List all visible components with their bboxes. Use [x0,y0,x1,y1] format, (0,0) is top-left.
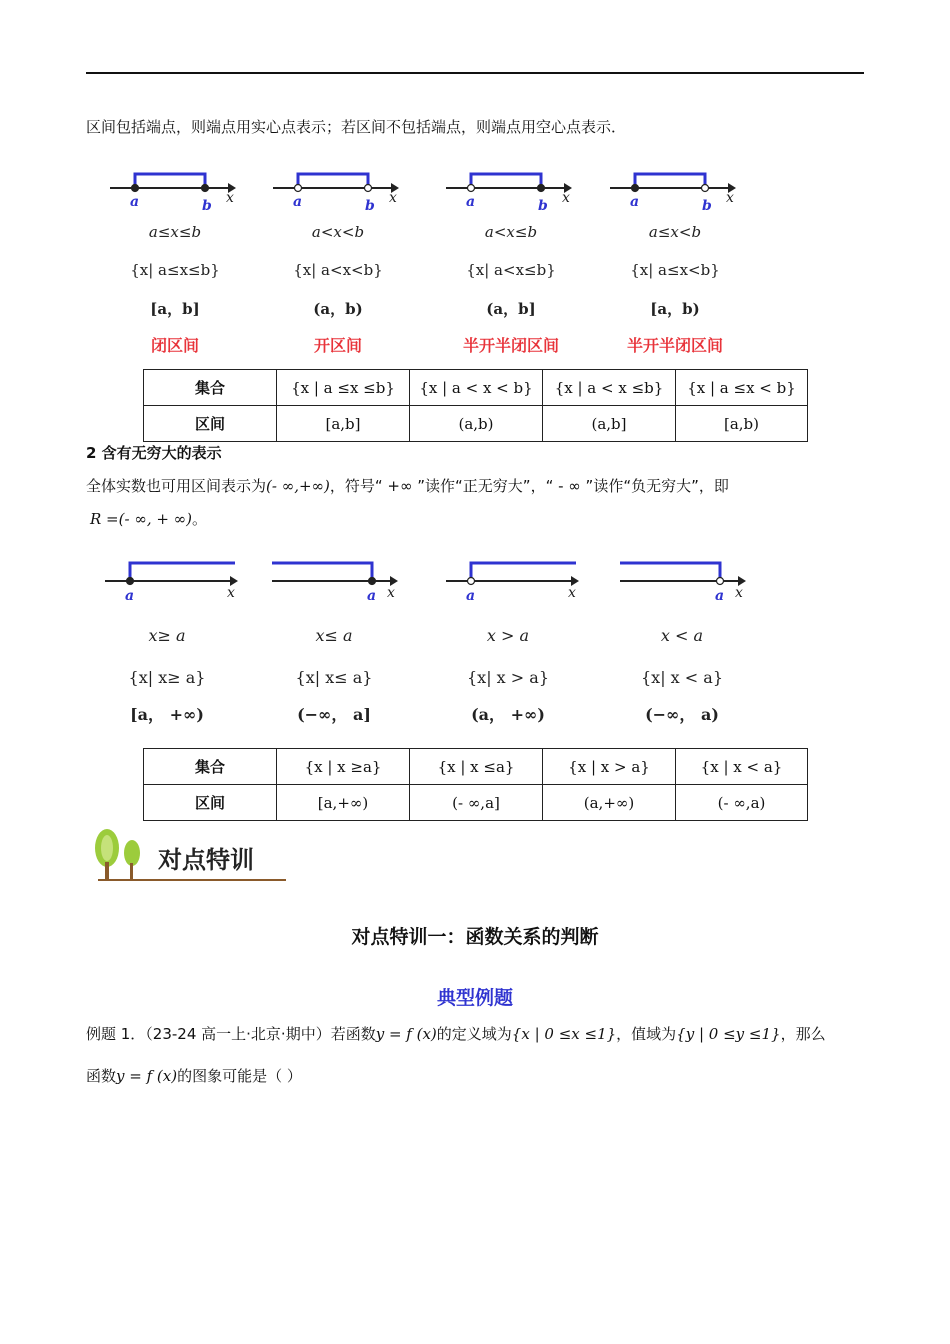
endpoint-label-b: b [702,198,712,214]
text-run: 的图象可能是（ ） [177,1067,302,1085]
endpoint-label-a: a [715,588,725,604]
interval-name: 闭区间 [150,336,200,355]
set-label: {x| a<x≤b} [466,261,556,279]
infinite-interval-diagram [620,563,746,725]
set-cell: {x | x > a} [543,749,676,785]
intro-paragraph: 区间包括端点，则端点用实心点表示；若区间不包括端点，则端点用空心点表示． [86,118,627,136]
interval-label: (a， +∞) [471,705,545,724]
endpoint-label-a: a [466,588,476,604]
filled-endpoint [632,185,639,192]
endpoint-label-b: b [538,198,548,214]
axis-label-x: x [227,585,235,601]
section-2-paragraph-line2 [90,509,207,529]
section-2-paragraph-line1 [86,476,729,496]
interval-name: 开区间 [313,336,363,355]
set-cell: {x | x ≥a} [277,749,410,785]
set-label: {x| a≤x<b} [630,261,720,279]
inequality-label: a<x<b [311,223,365,241]
example-line1 [86,1024,826,1044]
ray-bracket [130,563,235,581]
interval-bracket [471,174,541,188]
interval-name: 半开半闭区间 [462,336,560,355]
open-endpoint [468,185,475,192]
finite-interval-table [143,369,808,442]
finite-interval-diagram [273,174,399,355]
interval-cell: (a,b] [543,406,676,442]
interval-label: [a，b] [150,300,200,318]
interval-name: 半开半闭区间 [626,336,724,355]
endpoint-label-a: a [630,194,640,210]
interval-label: [a，b) [650,300,700,318]
finite-interval-diagram [610,174,736,355]
text-run: ，符号“ +∞ ”读作“正无穷大”，“ - ∞ ”读作“负无穷大”，即 [329,477,729,495]
open-endpoint [365,185,372,192]
math-run: y = f (x) [375,1025,437,1043]
interval-cell: [a,b] [277,406,410,442]
table-row [144,749,808,785]
interval-cell: (a,+∞) [543,785,676,821]
infinite-intervals-figure [100,553,780,733]
inequality-label: x < a [660,626,704,645]
table-row [144,406,808,442]
inequality-label: a<x≤b [484,223,538,241]
math-run: {x | 0 ≤x ≤1} [511,1025,617,1043]
set-label: {x| x≥ a} [128,668,206,687]
interval-cell: (- ∞,a] [410,785,543,821]
ray-bracket [471,563,576,581]
endpoint-label-a: a [367,588,377,604]
example-heading: 典型例题 [436,987,513,1009]
filled-endpoint [202,185,209,192]
banner-label: 对点特训 [158,846,254,874]
set-cell: {x | a < x ≤b} [543,370,676,406]
text-run: 。 [192,510,208,528]
infinite-interval-diagram [272,563,398,725]
interval-bracket [635,174,705,188]
endpoint-label-a: a [125,588,135,604]
axis-label-x: x [726,190,734,206]
interval-bracket [135,174,205,188]
table-row [144,785,808,821]
filled-endpoint [538,185,545,192]
inequality-label: x≥ a [148,626,186,645]
interval-label: (a，b) [313,300,363,318]
axis-label-x: x [568,585,576,601]
filled-endpoint [127,578,134,585]
text-run: 的定义域为 [436,1025,512,1043]
open-endpoint [468,578,475,585]
interval-cell: [a,b) [676,406,808,442]
banner-underline [98,879,286,881]
axis-label-x: x [562,190,570,206]
open-endpoint [295,185,302,192]
axis-label-x: x [387,585,395,601]
inequality-label: x > a [486,626,530,645]
math-run: (- ∞,+∞) [266,477,330,495]
interval-cell: (- ∞,a) [676,785,808,821]
axis-label-x: x [226,190,234,206]
inequality-label: a≤x<b [648,223,702,241]
endpoint-label-a: a [130,194,140,210]
text-run: 例题 1．（23-24 高一上·北京·期中）若函数 [86,1025,376,1043]
ray-bracket [272,563,372,581]
section-2-title: 2 含有无穷大的表示 [86,444,222,462]
finite-interval-diagram [110,174,236,355]
infinite-interval-diagram [446,563,579,725]
inequality-label: a≤x≤b [148,223,202,241]
interval-label: (a，b] [486,300,536,318]
ray-bracket [620,563,720,581]
inequality-label: x≤ a [315,626,353,645]
endpoint-label-a: a [466,194,476,210]
axis-label-x: x [735,585,743,601]
interval-label: (−∞， a) [645,705,719,724]
text-run: ，值域为 [616,1025,677,1043]
filled-endpoint [132,185,139,192]
text-run: 函数 [86,1067,117,1085]
training-banner [90,826,290,884]
set-label: {x| x < a} [641,668,723,687]
row-label-interval: 区间 [144,406,277,442]
tree-icon [95,829,140,880]
infinite-interval-diagram [105,563,238,725]
filled-endpoint [369,578,376,585]
infinite-interval-table [143,748,808,821]
text-run: 全体实数也可用区间表示为 [86,477,267,495]
set-cell: {x | a ≤x ≤b} [277,370,410,406]
math-run: {y | 0 ≤y ≤1} [676,1025,781,1043]
interval-bracket [298,174,368,188]
header-rule [86,72,864,74]
set-label: {x| x > a} [467,668,549,687]
axis-label-x: x [389,190,397,206]
open-endpoint [717,578,724,585]
endpoint-label-b: b [202,198,212,214]
endpoint-label-a: a [293,194,303,210]
set-label: {x| a<x<b} [293,261,383,279]
row-label-set: 集合 [144,370,277,406]
set-cell: {x | x ≤a} [410,749,543,785]
table-row [144,370,808,406]
set-cell: {x | x < a} [676,749,808,785]
interval-cell: (a,b) [410,406,543,442]
open-endpoint [702,185,709,192]
interval-label: (−∞， a] [297,705,371,724]
set-label: {x| x≤ a} [295,668,373,687]
training-title: 对点特训一：函数关系的判断 [351,926,599,948]
text-run: ，那么 [780,1025,826,1043]
finite-interval-diagram [446,174,572,355]
endpoint-label-b: b [365,198,375,214]
set-cell: {x | a < x < b} [410,370,543,406]
interval-cell: [a,+∞) [277,785,410,821]
example-line2 [86,1066,302,1086]
math-run: R =(- ∞, + ∞) [90,510,193,528]
interval-label: [a， +∞) [130,705,204,724]
finite-intervals-figure [100,160,760,360]
set-cell: {x | a ≤x < b} [676,370,808,406]
row-label-interval: 区间 [144,785,277,821]
set-label: {x| a≤x≤b} [130,261,220,279]
math-run: y = f (x) [116,1067,178,1085]
row-label-set: 集合 [144,749,277,785]
